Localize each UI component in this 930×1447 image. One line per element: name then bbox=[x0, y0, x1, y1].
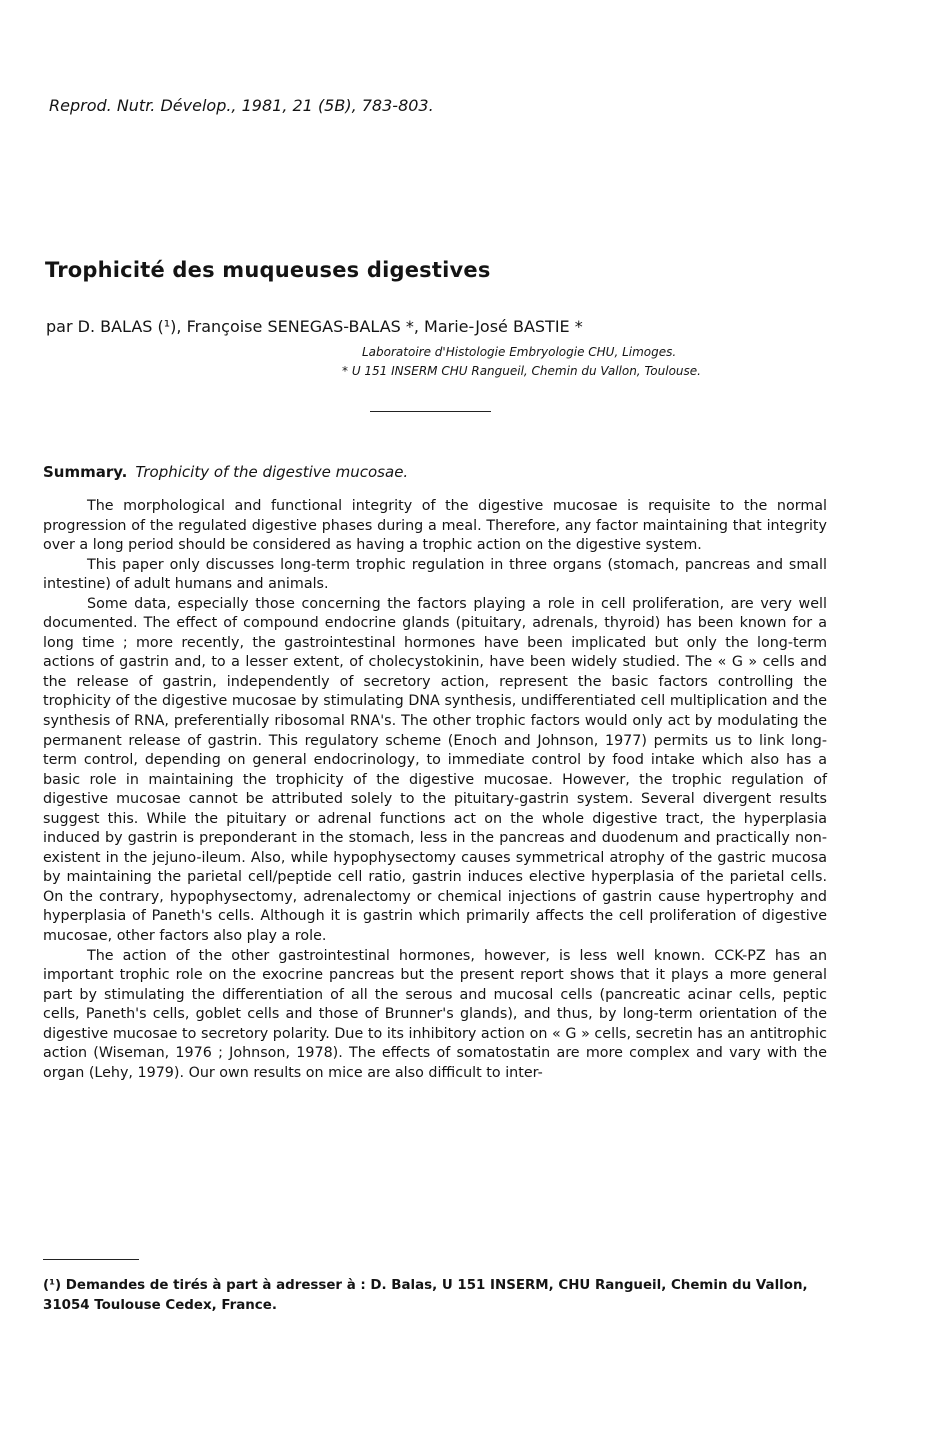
author-line: par D. BALAS (¹), Françoise SENEGAS-BALAS *, Marie-José BASTIE * bbox=[46, 317, 583, 336]
summary-paragraph: This paper only discusses long-term trophic regulation in three organs (stomach, pancreas and small intestine) of adult humans and animals. bbox=[43, 556, 827, 593]
summary-title: Trophicity of the digestive mucosae. bbox=[135, 463, 409, 481]
footnote-divider bbox=[43, 1259, 139, 1260]
summary-body bbox=[43, 497, 827, 1083]
summary-label: Summary. bbox=[43, 463, 128, 481]
footnote: (¹) Demandes de tirés à part à adresser à : D. Balas, U 151 INSERM, CHU Rangueil, Chemin du Vallon, 31054 Toulouse Cedex, France. bbox=[43, 1278, 808, 1313]
summary-paragraph: Some data, especially those concerning the factors playing a role in cell proliferation, are very well documented. The effect of compound endocrine glands (pituitary, adrenals, thyroid) has been known for a long time ; more recently, the gastrointestinal hormones have been implicated but only the long-term actions of gastrin and, to a lesser extent, of cholecystokinin, have been widely studied. The « G » cells and the release of gastrin, independently of secretory action, represent the basic factors controlling the trophicity of the digestive mucosae by stimulating DNA synthesis, undifferentiated cell multiplication and the synthesis of RNA, preferentially ribosomal RNA's. The other trophic factors would only act by modulating the permanent release of gastrin. This regulatory scheme (Enoch and Johnson, 1977) permits us to link long-term control, depending on general endocrinology, to immediate control by food intake which also has a basic role in maintaining the trophicity of the digestive mucosae. However, the trophic regulation of digestive mucosae cannot be attributed solely to the pituitary-gastrin system. Several divergent results suggest this. While the pituitary or adrenal functions act on the whole digestive tract, the hyperplasia induced by gastrin is preponderant in the stomach, less in the pancreas and duodenum and practically non-existent in the jejuno-ileum. Also, while hypophysectomy causes symmetrical atrophy of the gastric mucosa by maintaining the parietal cell/peptide cell ratio, gastrin induces elective hyperplasia of the parietal cells. On the contrary, hypophysectomy, adrenalectomy or chemical injections of gastrin cause hypertrophy and hyperplasia of Paneth's cells. Although it is gastrin which primarily affects the cell proliferation of digestive mucosae, other factors also play a role. bbox=[43, 595, 827, 945]
article-title: Trophicité des muqueuses digestives bbox=[45, 258, 491, 282]
affiliation-toulouse: * U 151 INSERM CHU Rangueil, Chemin du Vallon, Toulouse. bbox=[342, 364, 701, 378]
summary-paragraph: The action of the other gastrointestinal hormones, however, is less well known. CCK-PZ has an important trophic role on the exocrine pancreas but the present report shows that it plays a more general part by stimulating the differentiation of all the serous and mucosal cells (pancreatic acinar cells, peptic cells, Paneth's cells, goblet cells and those of Brunner's glands), and thus, by long-term orientation of the digestive mucosae to secretory polarity. Due to its inhibitory action on « G » cells, secretin has an antitrophic action (Wiseman, 1976 ; Johnson, 1978). The effects of somatostatin are more complex and vary with the organ (Lehy, 1979). Our own results on mice are also difficult to inter- bbox=[43, 947, 827, 1081]
summary-heading bbox=[43, 463, 408, 481]
summary-paragraph: The morphological and functional integrity of the digestive mucosae is requisite to the normal progression of the regulated digestive phases during a meal. Therefore, any factor maintaining that integrity over a long period should be considered as having a trophic action on the digestive system. bbox=[43, 498, 827, 554]
journal-reference: Reprod. Nutr. Dévelop., 1981, 21 (5B), 783-803. bbox=[49, 96, 434, 115]
title-divider bbox=[370, 411, 491, 412]
affiliation-limoges: Laboratoire d'Histologie Embryologie CHU, Limoges. bbox=[362, 345, 677, 359]
